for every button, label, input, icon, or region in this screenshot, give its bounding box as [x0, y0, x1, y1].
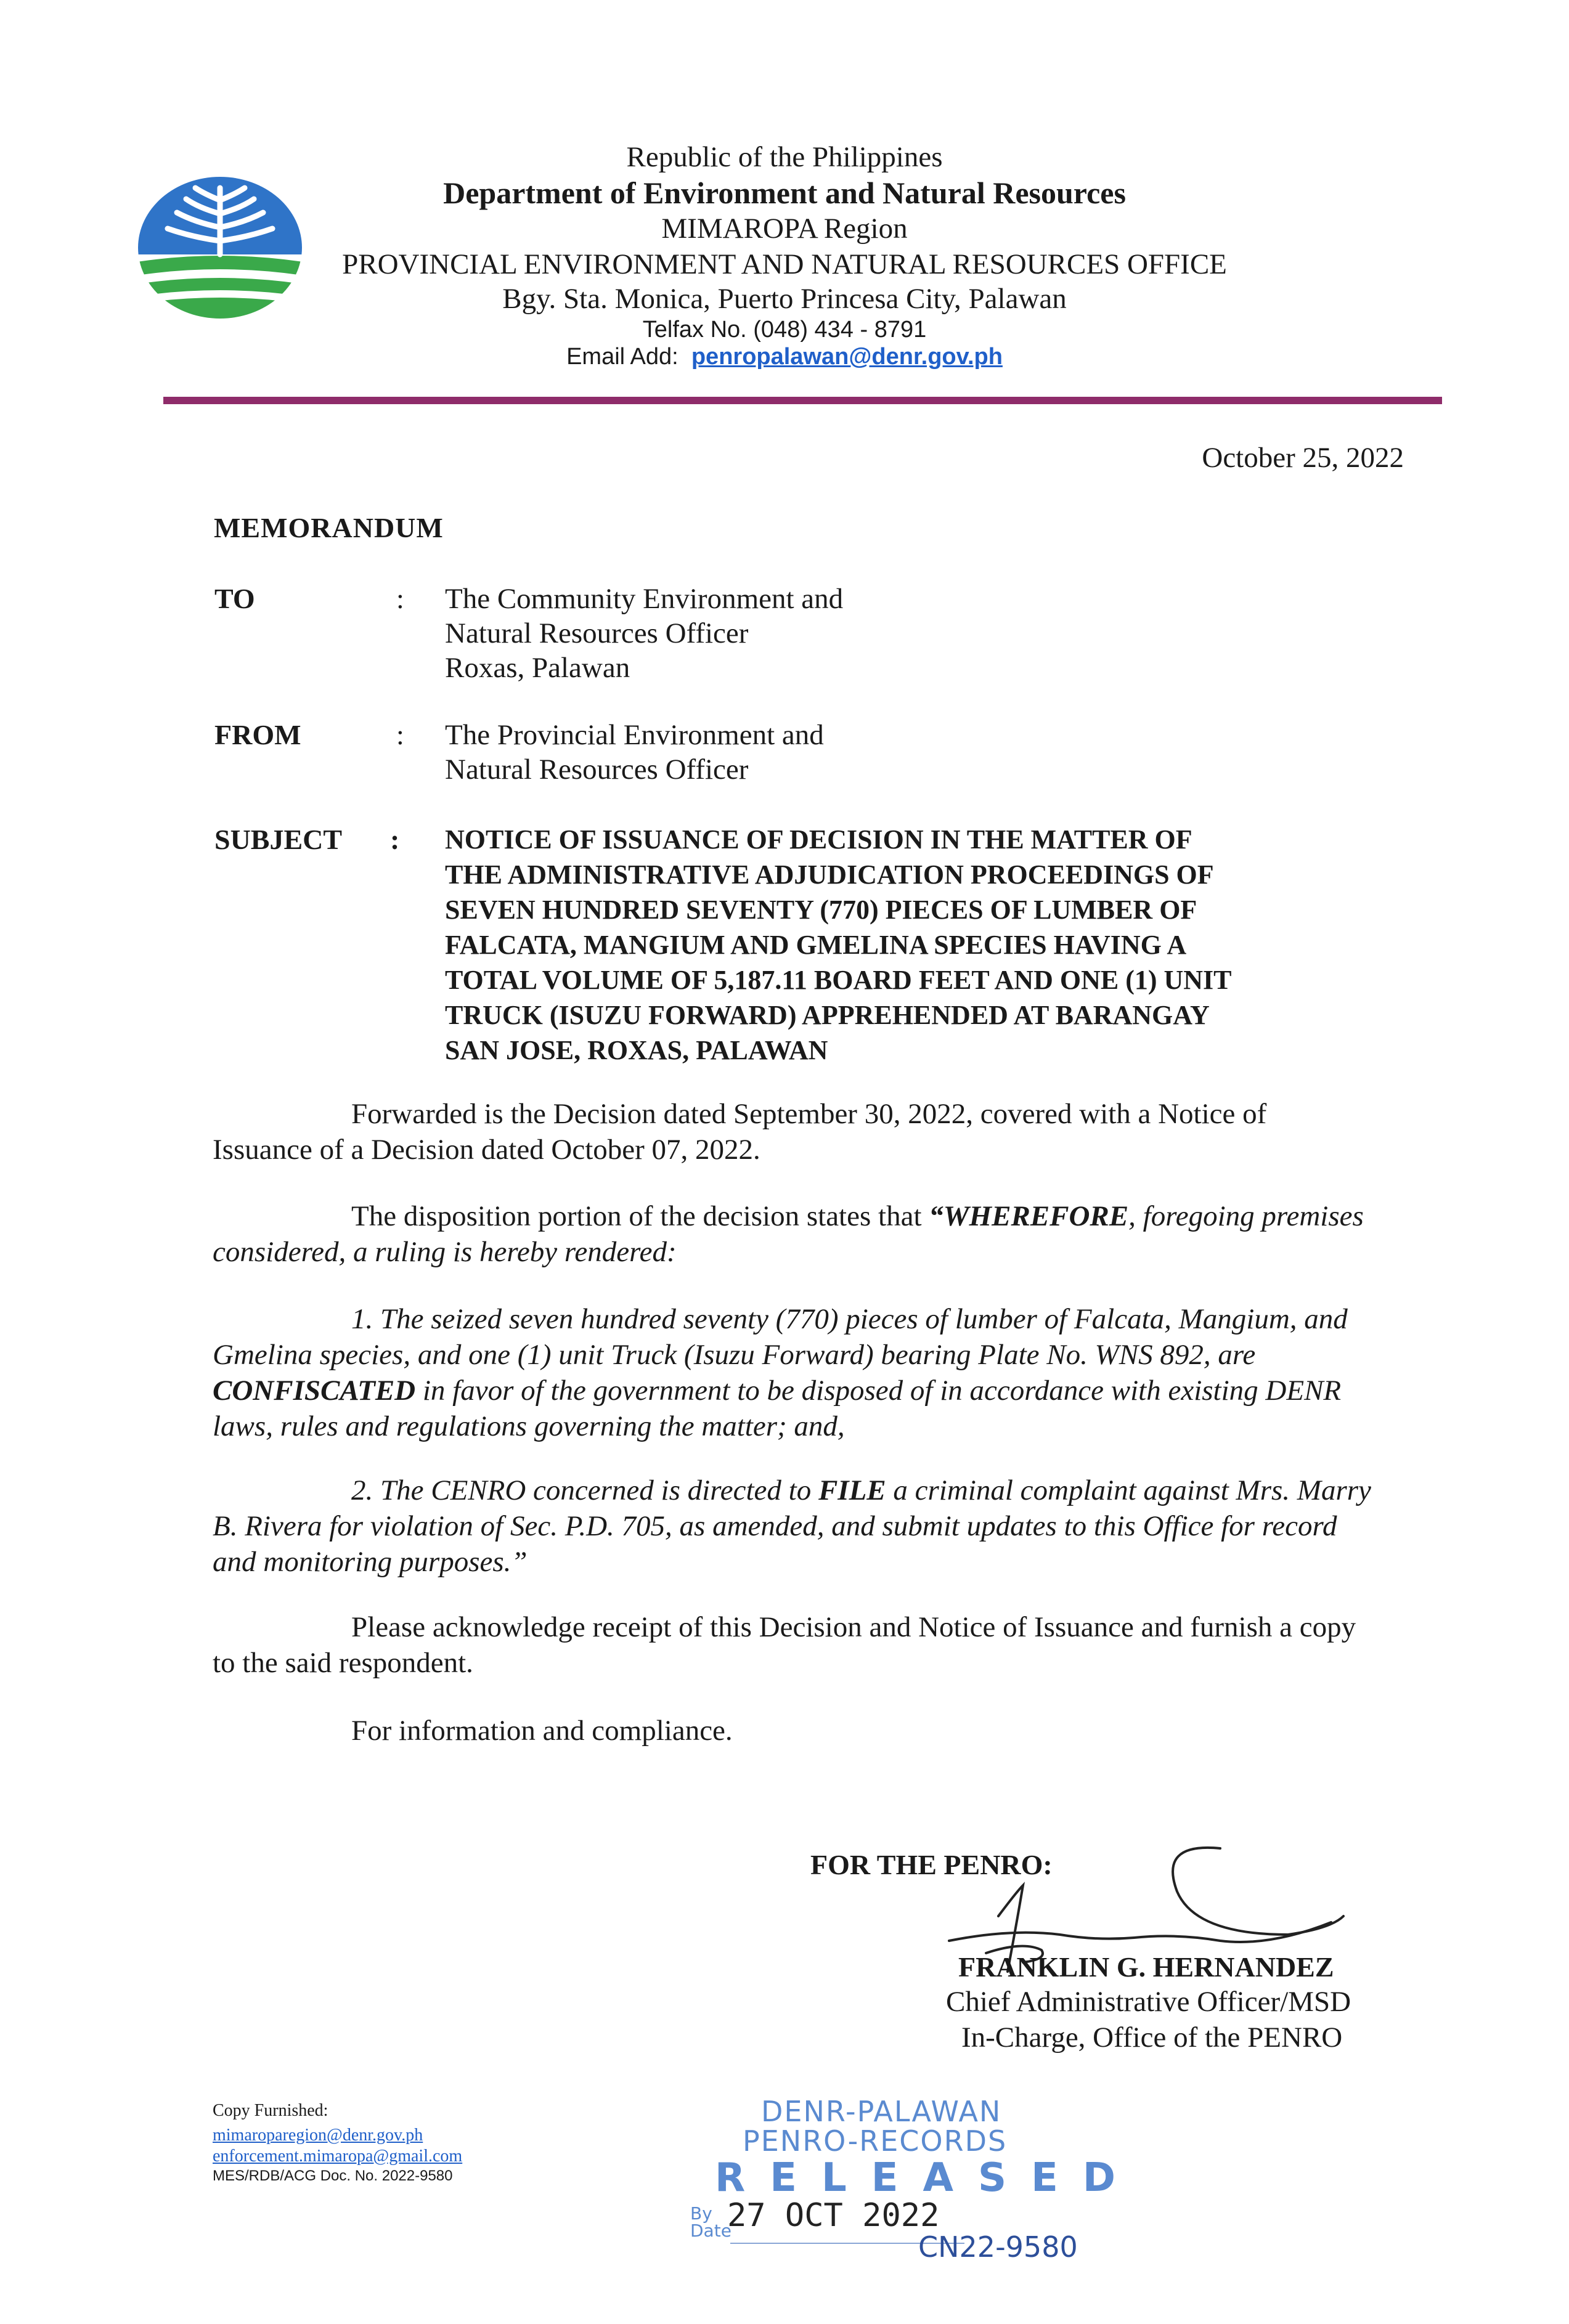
subject-line: NOTICE OF ISSUANCE OF DECISION IN THE MATTER OF	[445, 824, 1192, 855]
subject-line: TRUCK (ISUZU FORWARD) APPREHENDED AT BARANGAY	[445, 1000, 1210, 1030]
copy-furnished-label: Copy Furnished:	[213, 2101, 328, 2120]
signatory-office: In-Charge, Office of the PENRO	[961, 2021, 1343, 2054]
copy-furnished-email[interactable]: enforcement.mimaropa@gmail.com	[213, 2147, 463, 2166]
to-recipient	[445, 582, 843, 685]
p3-text-end: in favor of the government to be disposed of in accordance with existing DENR laws, rules and regulations governing the matter; and,	[213, 1375, 1342, 1442]
p3-text: 1. The seized seven hundred seventy (770) pieces of lumber of Falcata, Mangium, and Gmelina species, and one (1) unit Truck (Isuzu Forward) bearing Plate No. WNS 892, are	[213, 1303, 1348, 1371]
body-paragraph-2	[213, 1198, 1371, 1270]
letterhead-divider	[163, 397, 1442, 404]
republic-line: Republic of the Philippines	[626, 141, 943, 173]
signatory-name: FRANKLIN G. HERNANDEZ	[958, 1951, 1334, 1983]
subject-line: THE ADMINISTRATIVE ADJUDICATION PROCEEDINGS OF	[445, 859, 1214, 890]
stamp-status: RELEASED	[715, 2155, 1140, 2201]
body-paragraph-5: Please acknowledge receipt of this Decision and Notice of Issuance and furnish a copy to the said respondent.	[213, 1611, 1356, 1679]
p4-text-end: a criminal complaint against Mrs. Marry B. Rivera for violation of Sec. P.D. 705, as amended, and submit updates to this Office for record and monitoring purposes.”	[213, 1474, 1371, 1578]
stamp-date: 27 OCT 2022	[727, 2197, 940, 2234]
memo-date: October 25, 2022	[1202, 442, 1404, 474]
department-name: Department of Environment and Natural Resources	[443, 176, 1126, 210]
subject-label: SUBJECT	[214, 824, 343, 855]
from-sender	[445, 718, 824, 787]
subject-line: SAN JOSE, ROXAS, PALAWAN	[445, 1035, 828, 1065]
for-the-penro: FOR THE PENRO:	[810, 1849, 1053, 1880]
office-address: Bgy. Sta. Monica, Puerto Princesa City, Palawan	[502, 283, 1067, 315]
stamp-by-label: By	[690, 2203, 712, 2224]
p2-wherefore: “WHEREFORE	[929, 1200, 1129, 1232]
telfax: Telfax No. (048) 434 - 8791	[642, 317, 927, 343]
to-label: TO	[214, 583, 255, 614]
released-stamp	[684, 2095, 1140, 2286]
p2-text: The disposition portion of the decision states that	[351, 1200, 929, 1232]
subject-line: SEVEN HUNDRED SEVENTY (770) PIECES OF LUMBER OF	[445, 895, 1197, 925]
subject-colon: :	[390, 824, 400, 855]
from-line: Natural Resources Officer	[445, 754, 749, 786]
subject-line: FALCATA, MANGIUM AND GMELINA SPECIES HAVING A	[445, 930, 1187, 960]
body-paragraph-1: Forwarded is the Decision dated September 30, 2022, covered with a Notice of Issuance of a Decision dated October 07, 2022.	[213, 1098, 1267, 1166]
body-paragraph-6: For information and compliance.	[351, 1715, 733, 1747]
subject-line: TOTAL VOLUME OF 5,187.11 BOARD FEET AND ONE (1) UNIT	[445, 965, 1232, 995]
to-line: Natural Resources Officer	[445, 617, 749, 649]
body-paragraph-3	[213, 1301, 1371, 1444]
p3-confiscated: CONFISCATED	[213, 1375, 416, 1407]
stamp-date-label: Date	[690, 2220, 732, 2241]
stamp-control-number: CN22-9580	[918, 2230, 1078, 2264]
doc-number: MES/RDB/ACG Doc. No. 2022-9580	[213, 2168, 453, 2184]
to-colon: :	[396, 583, 404, 614]
email-label: Email Add:	[566, 344, 679, 370]
from-line: The Provincial Environment and	[445, 719, 824, 751]
signatory-position: Chief Administrative Officer/MSD	[946, 1986, 1351, 2018]
stamp-line-2: PENRO-RECORDS	[743, 2124, 1008, 2158]
p2-text-italic: , foregoing premises considered, a ruling is hereby rendered:	[213, 1200, 1364, 1268]
from-label: FROM	[214, 719, 301, 750]
p4-file: FILE	[818, 1474, 886, 1506]
region-name: MIMAROPA Region	[661, 213, 908, 245]
to-line: Roxas, Palawan	[445, 652, 630, 684]
email-link[interactable]: penropalawan@denr.gov.ph	[691, 344, 1003, 370]
p4-text: 2. The CENRO concerned is directed to	[351, 1474, 818, 1506]
copy-furnished-email[interactable]: mimaroparegion@denr.gov.ph	[213, 2126, 423, 2145]
to-line: The Community Environment and	[445, 583, 844, 615]
office-name: PROVINCIAL ENVIRONMENT AND NATURAL RESOURCES OFFICE	[342, 248, 1227, 280]
body-paragraph-4	[213, 1473, 1371, 1580]
email-line	[0, 344, 1569, 370]
stamp-line-1: DENR-PALAWAN	[761, 2095, 1002, 2128]
subject-text	[445, 822, 1382, 1068]
memo-title: MEMORANDUM	[214, 512, 444, 543]
from-colon: :	[396, 719, 404, 750]
